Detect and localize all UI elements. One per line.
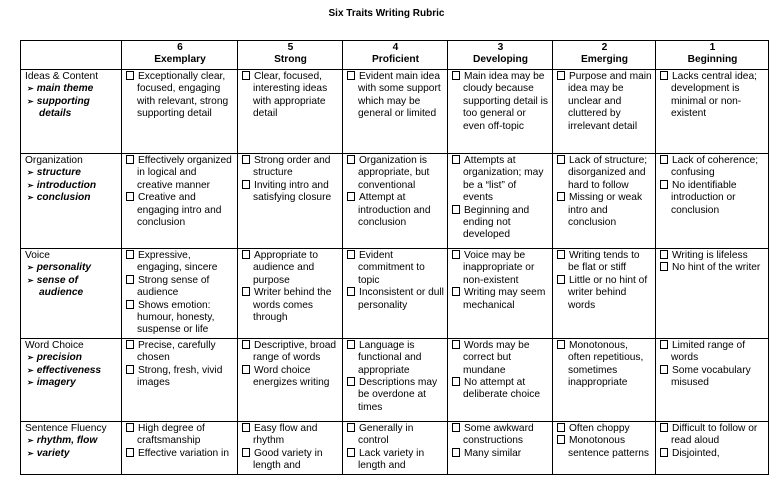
checkbox-icon (347, 155, 355, 164)
checkbox-icon (126, 155, 134, 164)
descriptor-text: Beginning and ending not developed (463, 204, 530, 241)
trait-subitem-label: main theme (36, 83, 94, 95)
checkbox-icon (126, 340, 134, 349)
descriptor-item (660, 155, 765, 180)
checkbox-icon (347, 377, 355, 386)
descriptor-cell (553, 249, 656, 339)
checkbox-icon (452, 377, 460, 386)
descriptor-cell (656, 249, 769, 339)
descriptor-item (347, 192, 444, 229)
descriptor-item (242, 287, 339, 324)
checkbox-icon (660, 250, 668, 259)
descriptor-text: Lack of structure; disorganized and hard to follow (568, 155, 648, 191)
descriptor-item (452, 71, 549, 133)
descriptor-text: Writer behind the words comes through (253, 287, 332, 324)
checkbox-icon (347, 192, 355, 201)
descriptor-item (347, 448, 444, 473)
descriptor-text: Descriptions may be overdone at times (358, 377, 438, 413)
descriptor-text: Appropriate to audience and purpose (253, 250, 318, 286)
descriptor-text: Precise, carefully chosen (137, 339, 216, 364)
trait-subitem-label: rhythm, flow (36, 435, 98, 447)
checkbox-icon (557, 340, 565, 349)
descriptor-text: Monotonous sentence patterns (568, 435, 649, 459)
descriptor-text: Shows emotion: humour, honesty, suspense or life (137, 299, 215, 336)
descriptor-text: Main idea may be cloudy because supporting detail is too general or even off-topic (463, 71, 548, 132)
descriptor-cell (343, 249, 448, 339)
descriptor-text: No identifiable introduction or conclusion (671, 179, 737, 216)
descriptor-item (557, 340, 652, 390)
descriptor-text: Some awkward constructions (463, 422, 534, 447)
trait-subitem (25, 180, 118, 192)
checkbox-icon (660, 71, 668, 80)
checkbox-icon (347, 287, 355, 296)
descriptor-text: Missing or weak intro and conclusion (568, 192, 643, 229)
descriptor-text: Writing may seem mechanical (463, 287, 546, 311)
checkbox-icon (660, 262, 668, 271)
checkbox-icon (126, 300, 134, 309)
trait-subitem-label: variety (36, 447, 70, 459)
descriptor-text: Language is functional and appropriate (358, 339, 422, 376)
descriptor-item (242, 180, 339, 205)
descriptor-cell (343, 70, 448, 154)
table-row (21, 70, 769, 154)
descriptor-cell (656, 338, 769, 421)
trait-cell (21, 154, 122, 249)
descriptor-item (126, 275, 234, 300)
trait-subitem-label: conclusion (36, 192, 91, 204)
descriptor-text: Evident main idea with some support which may be general or limited (358, 71, 441, 120)
checkbox-icon (242, 180, 250, 189)
trait-subitem-label: supporting details (36, 95, 90, 120)
checkbox-icon (126, 71, 134, 80)
descriptor-text: Words may be correct but mundane (463, 339, 530, 376)
trait-subitem (25, 377, 118, 389)
checkbox-icon (660, 365, 668, 374)
descriptor-cell (448, 70, 553, 154)
checkbox-icon (242, 423, 250, 432)
trait-subitem (25, 275, 118, 300)
descriptor-cell (448, 154, 553, 249)
trait-cell (21, 249, 122, 339)
checkbox-icon (242, 155, 250, 164)
descriptor-text: Attempt at introduction and conclusion (358, 192, 431, 229)
descriptor-text: Clear, focused, interesting ideas with appropriate detail (253, 71, 328, 120)
checkbox-icon (126, 365, 134, 374)
descriptor-item (126, 340, 234, 365)
bullet-icon: ➢ (27, 180, 34, 190)
checkbox-icon (660, 448, 668, 457)
level-header: 6 Exemplary (122, 41, 238, 70)
descriptor-item (452, 205, 549, 242)
trait-subitem-label: structure (36, 167, 81, 179)
descriptor-cell (343, 421, 448, 474)
trait-subitem-label: imagery (36, 377, 76, 389)
descriptor-text: Lack of coherence; confusing (671, 155, 759, 179)
descriptor-text: Organization is appropriate, but conventional (358, 155, 430, 191)
checkbox-icon (660, 180, 668, 189)
trait-name: Organization (25, 155, 83, 166)
descriptor-text: Creative and engaging intro and conclusion (137, 192, 222, 229)
checkbox-icon (242, 287, 250, 296)
trait-subitem-label: personality (36, 262, 92, 274)
checkbox-icon (242, 250, 250, 259)
trait-subitem (25, 96, 118, 121)
descriptor-cell (448, 338, 553, 421)
descriptor-item (126, 423, 234, 448)
checkbox-icon (452, 250, 460, 259)
checkbox-icon (126, 192, 134, 201)
descriptor-text: Effective variation in (138, 447, 229, 459)
trait-name: Voice (25, 250, 50, 261)
checkbox-icon (452, 71, 460, 80)
checkbox-icon (452, 423, 460, 432)
descriptor-text: Difficult to follow or read aloud (671, 422, 758, 447)
descriptor-text: Often choppy (569, 422, 630, 434)
table-row (21, 249, 769, 339)
descriptor-item (126, 155, 234, 192)
descriptor-text: Evident commitment to topic (358, 250, 425, 286)
checkbox-icon (557, 71, 565, 80)
descriptor-cell (122, 421, 238, 474)
descriptor-text: Descriptive, broad range of words (253, 339, 337, 364)
descriptor-item (347, 287, 444, 312)
page-title: Six Traits Writing Rubric (328, 8, 445, 19)
descriptor-text: Some vocabulary misused (671, 364, 751, 389)
descriptor-item (557, 423, 652, 435)
checkbox-icon (660, 155, 668, 164)
descriptor-item (242, 340, 339, 365)
bullet-icon: ➢ (27, 378, 34, 388)
descriptor-cell (553, 70, 656, 154)
checkbox-icon (242, 71, 250, 80)
descriptor-item (242, 71, 339, 121)
checkbox-icon (452, 287, 460, 296)
descriptor-item (660, 340, 765, 365)
descriptor-cell (238, 421, 343, 474)
table-row (21, 338, 769, 421)
descriptor-text: Strong order and structure (253, 155, 331, 179)
trait-subitem (25, 167, 118, 179)
bullet-icon: ➢ (27, 168, 34, 178)
descriptor-item (242, 448, 339, 473)
descriptor-item (452, 448, 549, 460)
descriptor-text: Writing tends to be flat or stiff (568, 250, 640, 274)
descriptor-text: Inconsistent or dull personality (358, 287, 444, 311)
descriptor-text: Writing is lifeless (672, 250, 748, 261)
checkbox-icon (452, 340, 460, 349)
descriptor-cell (656, 70, 769, 154)
descriptor-item (347, 340, 444, 377)
descriptor-item (242, 250, 339, 287)
trait-cell (21, 70, 122, 154)
checkbox-icon (557, 423, 565, 432)
descriptor-cell (553, 154, 656, 249)
descriptor-item (126, 448, 234, 460)
descriptor-text: Strong, fresh, vivid images (137, 364, 223, 389)
trait-name: Word Choice (25, 339, 84, 351)
descriptor-item (347, 377, 444, 414)
descriptor-text: Voice may be inappropriate or non-existent (463, 250, 535, 286)
header-blank (21, 41, 122, 70)
descriptor-item (660, 365, 765, 390)
table-row (21, 421, 769, 474)
descriptor-item (660, 423, 765, 448)
descriptor-cell (122, 70, 238, 154)
descriptor-cell (448, 249, 553, 339)
trait-name: Ideas & Content (25, 71, 99, 82)
descriptor-item (557, 192, 652, 229)
checkbox-icon (126, 275, 134, 284)
checkbox-icon (242, 365, 250, 374)
descriptor-cell (238, 154, 343, 249)
bullet-icon: ➢ (27, 365, 34, 375)
level-header: 5 Strong (238, 41, 343, 70)
descriptor-cell (343, 338, 448, 421)
level-header: 2 Emerging (553, 41, 656, 70)
descriptor-text: Expressive, engaging, sincere (137, 250, 218, 274)
bullet-icon: ➢ (27, 193, 34, 203)
checkbox-icon (660, 340, 668, 349)
descriptor-cell (122, 249, 238, 339)
bullet-icon: ➢ (27, 84, 34, 94)
table-row (21, 154, 769, 249)
descriptor-text: Purpose and main idea may be unclear and cluttered by irrelevant detail (568, 71, 652, 132)
descriptor-item (452, 377, 549, 402)
descriptor-cell (553, 421, 656, 474)
descriptor-item (557, 435, 652, 460)
checkbox-icon (557, 192, 565, 201)
checkbox-icon (660, 423, 668, 432)
descriptor-item (242, 365, 339, 390)
descriptor-text: Lack variety in length and (358, 447, 425, 472)
descriptor-item (242, 155, 339, 180)
checkbox-icon (452, 155, 460, 164)
checkbox-icon (242, 340, 250, 349)
trait-cell (21, 421, 122, 474)
bullet-icon: ➢ (27, 436, 34, 446)
descriptor-text: Effectively organized in logical and creative manner (137, 155, 232, 191)
descriptor-item (126, 250, 234, 275)
trait-subitem-label: effectiveness (36, 364, 102, 376)
descriptor-item (660, 448, 765, 460)
descriptor-text: No attempt at deliberate choice (463, 377, 541, 401)
checkbox-icon (347, 250, 355, 259)
level-header: 4 Proficient (343, 41, 448, 70)
descriptor-text: Limited range of words (671, 339, 746, 364)
descriptor-text: Strong sense of audience (137, 274, 210, 299)
descriptor-text: High degree of craftsmanship (137, 422, 205, 447)
descriptor-cell (656, 421, 769, 474)
descriptor-item (126, 365, 234, 390)
descriptor-cell (656, 154, 769, 249)
descriptor-text: Easy flow and rhythm (253, 422, 318, 447)
descriptor-text: No hint of the writer (672, 262, 761, 274)
descriptor-item (557, 275, 652, 312)
descriptor-item (126, 71, 234, 121)
descriptor-text: Monotonous, often repetitious, sometimes inappropriate (568, 339, 644, 389)
checkbox-icon (126, 448, 134, 457)
descriptor-item (347, 71, 444, 121)
level-header: 3 Developing (448, 41, 553, 70)
checkbox-icon (452, 448, 460, 457)
descriptor-item (347, 423, 444, 448)
trait-subitem-label: precision (36, 352, 82, 364)
descriptor-text: Exceptionally clear, focused, engaging with relevant, strong supporting detail (137, 71, 229, 120)
trait-subitem-label: introduction (36, 179, 97, 191)
checkbox-icon (126, 423, 134, 432)
descriptor-text: Many similar (464, 447, 522, 459)
checkbox-icon (126, 250, 134, 259)
rubric-table (20, 40, 769, 475)
level-header: 1 Beginning (656, 41, 769, 70)
descriptor-item (557, 155, 652, 192)
descriptor-text: Little or no hint of writer behind words (568, 274, 648, 311)
descriptor-item (126, 192, 234, 229)
trait-subitem (25, 448, 118, 460)
descriptor-item (347, 155, 444, 192)
checkbox-icon (347, 448, 355, 457)
bullet-icon: ➢ (27, 448, 34, 458)
trait-subitem (25, 83, 118, 95)
descriptor-cell (553, 338, 656, 421)
checkbox-icon (557, 435, 565, 444)
bullet-icon: ➢ (27, 275, 34, 285)
descriptor-text: Generally in control (358, 422, 414, 447)
descriptor-text: Lacks central idea; development is minimal or non-existent (671, 71, 757, 120)
descriptor-cell (238, 249, 343, 339)
descriptor-text: Inviting intro and satisfying closure (253, 179, 332, 204)
descriptor-cell (122, 338, 238, 421)
trait-subitem (25, 352, 118, 364)
descriptor-cell (122, 154, 238, 249)
descriptor-item (347, 250, 444, 287)
checkbox-icon (452, 205, 460, 214)
descriptor-cell (343, 154, 448, 249)
trait-subitem (25, 435, 118, 447)
descriptor-item (557, 71, 652, 133)
descriptor-item (452, 287, 549, 312)
descriptor-text: Attempts at organization; may be a “list” of events (463, 155, 544, 204)
checkbox-icon (557, 155, 565, 164)
trait-cell (21, 338, 122, 421)
bullet-icon: ➢ (27, 353, 34, 363)
descriptor-item (660, 71, 765, 121)
descriptor-item (126, 300, 234, 337)
checkbox-icon (347, 423, 355, 432)
descriptor-text: Disjointed, (672, 447, 720, 459)
bullet-icon: ➢ (27, 96, 34, 106)
descriptor-item (452, 155, 549, 205)
trait-subitem (25, 365, 118, 377)
checkbox-icon (557, 250, 565, 259)
descriptor-item (452, 423, 549, 448)
checkbox-icon (557, 275, 565, 284)
trait-subitem (25, 262, 118, 274)
trait-name: Sentence Fluency (25, 422, 107, 434)
descriptor-item (452, 250, 549, 287)
descriptor-item (557, 250, 652, 275)
descriptor-cell (448, 421, 553, 474)
descriptor-item (452, 340, 549, 377)
trait-subitem-label: sense of audience (36, 274, 84, 299)
descriptor-item (242, 423, 339, 448)
header-row (21, 41, 769, 70)
trait-subitem (25, 192, 118, 204)
descriptor-cell (238, 338, 343, 421)
bullet-icon: ➢ (27, 263, 34, 273)
descriptor-text: Word choice energizes writing (253, 364, 330, 389)
checkbox-icon (347, 71, 355, 80)
descriptor-cell (238, 70, 343, 154)
checkbox-icon (347, 340, 355, 349)
descriptor-text: Good variety in length and (253, 447, 323, 472)
checkbox-icon (242, 448, 250, 457)
descriptor-item (660, 250, 765, 262)
descriptor-item (660, 262, 765, 274)
descriptor-item (660, 180, 765, 217)
